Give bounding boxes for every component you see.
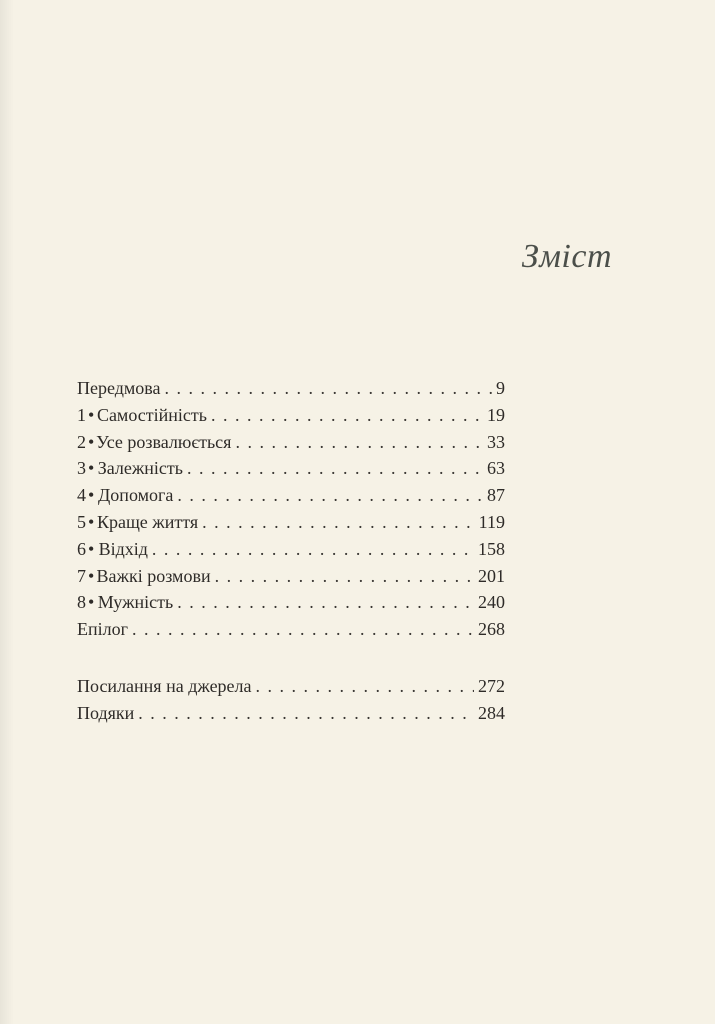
toc-entry-epilogue[interactable] (77, 619, 505, 646)
chapter-number: 3 (77, 458, 86, 479)
toc-entry-chapter-3[interactable] (77, 458, 505, 485)
bullet-separator: • (88, 565, 95, 586)
dot-leader (187, 458, 483, 479)
toc-entry-label: Передмова (77, 378, 161, 398)
dot-leader (177, 592, 474, 613)
chapter-number: 5 (77, 511, 86, 532)
dot-leader (202, 512, 475, 533)
page-title: Зміст (521, 238, 612, 275)
toc-entry-label: Посилання на джерела (77, 676, 252, 696)
bullet-separator: • (88, 404, 95, 425)
toc-entry-chapter-1[interactable] (77, 405, 505, 432)
toc-entry-page: 158 (478, 538, 505, 559)
chapter-number: 6 (77, 538, 86, 559)
bullet-separator: • (88, 485, 95, 506)
toc-entry-label: Мужність (97, 592, 174, 613)
bullet-separator: • (88, 458, 95, 479)
toc-entry-label: Допомога (98, 485, 174, 506)
dot-leader (132, 619, 474, 640)
toc-entry-label: Відхід (98, 538, 148, 559)
toc-entry-chapter-5[interactable] (77, 512, 505, 539)
toc-entry-page: 87 (487, 485, 505, 506)
toc-entry-page: 19 (487, 404, 505, 425)
toc-entry-page: 63 (487, 458, 505, 479)
toc-entry-label: Краще життя (96, 511, 199, 532)
toc-entry-label: Важкі розмови (96, 565, 211, 586)
toc-entry-page: 272 (478, 676, 505, 696)
toc-entry-page: 33 (487, 431, 505, 452)
toc-entry-acknowledgements[interactable] (77, 703, 505, 730)
dot-leader (165, 378, 492, 399)
bullet-separator: • (88, 431, 95, 452)
bullet-separator: • (88, 511, 95, 532)
toc-entry-label: Епілог (77, 619, 128, 640)
chapter-number: 7 (77, 565, 86, 586)
chapter-number: 2 (77, 431, 86, 452)
chapter-number: 1 (77, 404, 86, 425)
toc-entry-chapter-7[interactable] (77, 566, 505, 593)
dot-leader (235, 432, 483, 453)
bullet-separator: • (88, 592, 95, 613)
toc-entry-chapter-4[interactable] (77, 485, 505, 512)
toc-entry-label: Усе розвалюється (96, 431, 232, 452)
bullet-separator: • (88, 538, 95, 559)
toc-entry-references[interactable] (77, 676, 505, 703)
toc-entry-page: 9 (496, 378, 505, 398)
toc-entry-page: 201 (478, 565, 505, 586)
dot-leader (138, 703, 474, 724)
dot-leader (177, 485, 483, 506)
toc-entry-label: Подяки (77, 702, 135, 723)
toc-entry-label: Залежність (97, 458, 183, 479)
dot-leader (211, 405, 483, 426)
back-matter-contents (77, 676, 505, 730)
table-of-contents (77, 378, 505, 646)
toc-entry-page: 284 (478, 702, 505, 723)
toc-entry-chapter-6[interactable] (77, 539, 505, 566)
toc-entry-page: 119 (478, 511, 505, 532)
toc-entry-label: Самостійність (96, 404, 207, 425)
dot-leader (152, 539, 474, 560)
chapter-number: 8 (77, 592, 86, 613)
dot-leader (215, 566, 474, 587)
dot-leader (256, 676, 474, 697)
toc-entry-chapter-8[interactable] (77, 592, 505, 619)
toc-entry-chapter-2[interactable] (77, 432, 505, 459)
toc-entry-page: 240 (478, 592, 505, 613)
toc-entry-preface[interactable] (77, 378, 505, 405)
chapter-number: 4 (77, 485, 86, 506)
toc-entry-page: 268 (478, 619, 505, 640)
